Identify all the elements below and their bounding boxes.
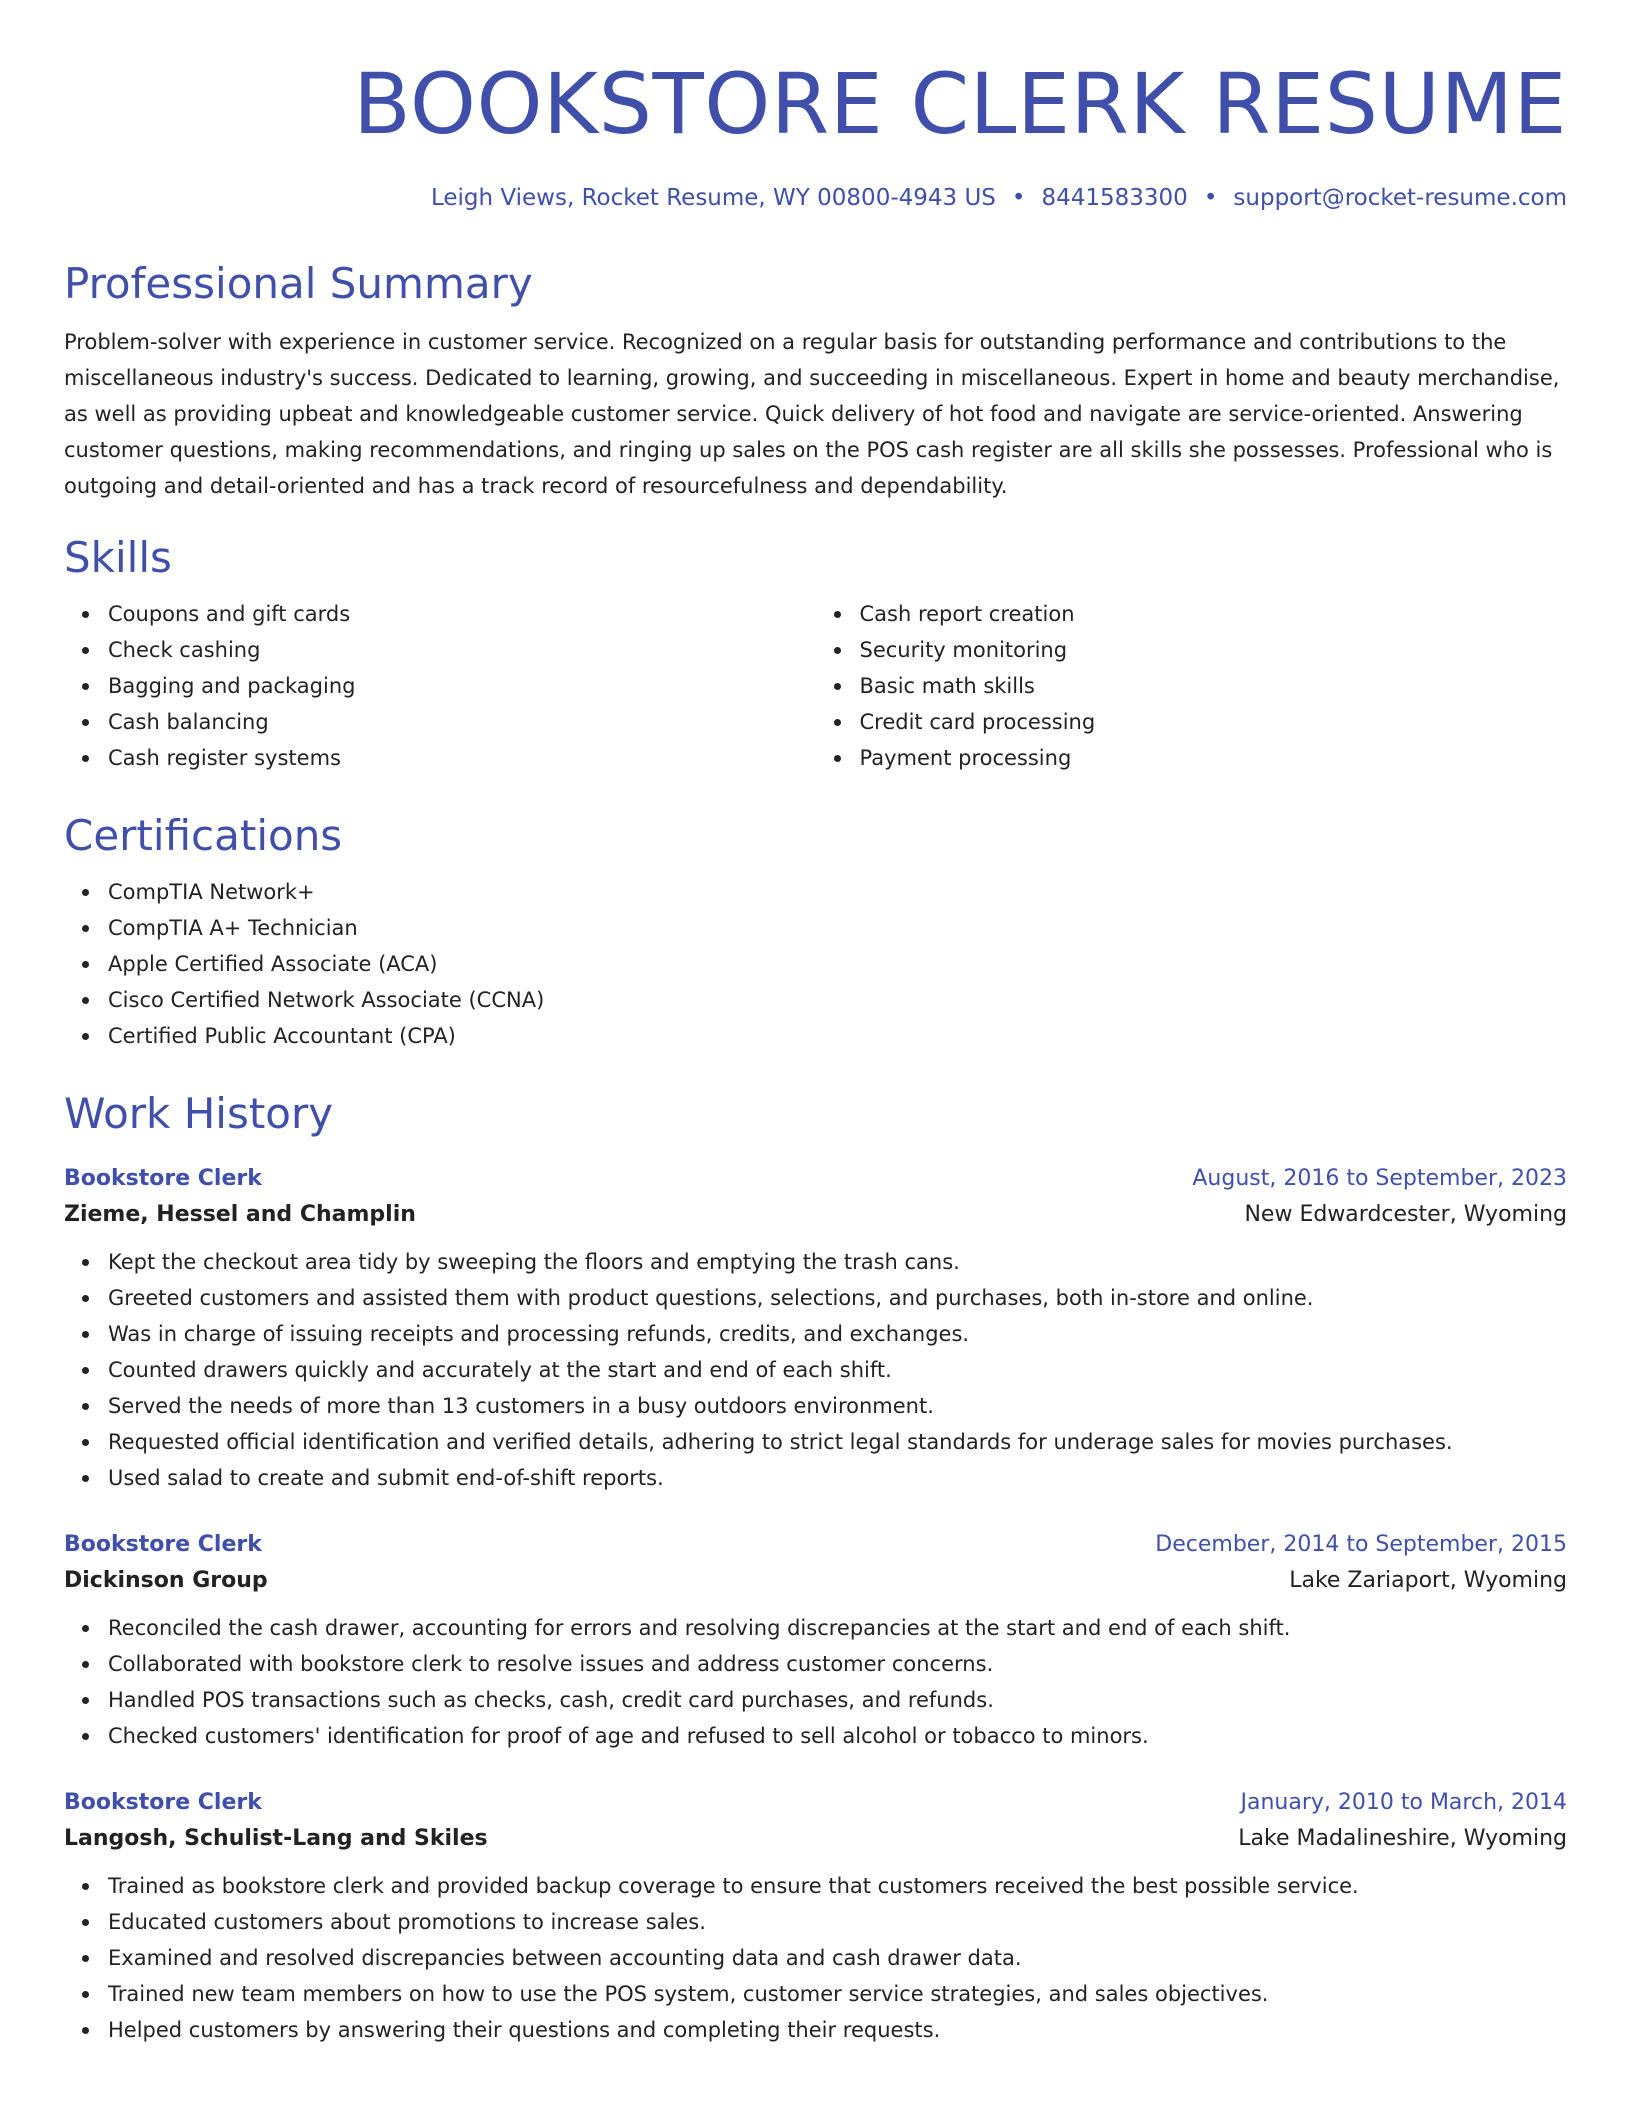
contact-separator: •: [1203, 185, 1218, 211]
skills-list-right: [816, 596, 1568, 776]
job-bullets: [64, 1868, 1567, 2048]
job-dates: January, 2010 to March, 2014: [1240, 1790, 1567, 1815]
certification-item: Apple Certified Associate (ACA): [108, 946, 1567, 982]
job-company: Zieme, Hessel and Champlin: [64, 1202, 416, 1227]
job-entry: [64, 1162, 1567, 1496]
skill-item: Credit card processing: [860, 704, 1568, 740]
skills-heading: Skills: [64, 533, 172, 582]
job-bullet: Was in charge of issuing receipts and processing refunds, credits, and exchanges.: [108, 1316, 1567, 1352]
job-bullet: Examined and resolved discrepancies between accounting data and cash drawer data.: [108, 1940, 1567, 1976]
job-header-row: [64, 1786, 1567, 1820]
certification-item: CompTIA A+ Technician: [108, 910, 1567, 946]
certification-item: CompTIA Network+: [108, 874, 1567, 910]
job-title: Bookstore Clerk: [64, 1532, 262, 1557]
skill-item: Security monitoring: [860, 632, 1568, 668]
job-location: Lake Zariaport, Wyoming: [1289, 1568, 1567, 1593]
certifications-heading: Certifications: [64, 811, 343, 860]
skills-list-left: [64, 596, 816, 776]
job-dates: December, 2014 to September, 2015: [1155, 1532, 1567, 1557]
job-header-row: [64, 1162, 1567, 1196]
contact-email[interactable]: support@rocket-resume.com: [1233, 185, 1567, 211]
job-entry: [64, 1786, 1567, 2048]
job-bullet: Greeted customers and assisted them with product questions, selections, and purchases, both in-store and online.: [108, 1280, 1567, 1316]
work-history-heading: Work History: [64, 1089, 334, 1138]
job-bullet: Trained new team members on how to use the POS system, customer service strategies, and sales objectives.: [108, 1976, 1567, 2012]
contact-address: Leigh Views, Rocket Resume, WY 00800-4943 US: [430, 185, 996, 211]
skills-columns: [64, 596, 1567, 776]
job-company-row: [64, 1562, 1567, 1600]
job-location: New Edwardcester, Wyoming: [1244, 1202, 1567, 1227]
contact-separator: •: [1011, 185, 1026, 211]
job-bullet: Checked customers' identification for proof of age and refused to sell alcohol or tobacco to minors.: [108, 1718, 1567, 1754]
job-dates: August, 2016 to September, 2023: [1192, 1166, 1567, 1191]
job-bullet: Requested official identification and verified details, adhering to strict legal standards for underage sales for movies purchases.: [108, 1424, 1567, 1460]
job-title: Bookstore Clerk: [64, 1166, 262, 1191]
job-company-row: [64, 1820, 1567, 1858]
job-bullet: Trained as bookstore clerk and provided backup coverage to ensure that customers received the best possible service.: [108, 1868, 1567, 1904]
job-bullet: Collaborated with bookstore clerk to resolve issues and address customer concerns.: [108, 1646, 1567, 1682]
job-company-row: [64, 1196, 1567, 1234]
job-bullet: Served the needs of more than 13 customers in a busy outdoors environment.: [108, 1388, 1567, 1424]
job-bullet: Kept the checkout area tidy by sweeping the floors and emptying the trash cans.: [108, 1244, 1567, 1280]
skill-item: Payment processing: [860, 740, 1568, 776]
summary-text: Problem-solver with experience in customer service. Recognized on a regular basis for outstanding performance and contributions to the miscellaneous industry's success. Dedicated to learning, growing, and succeeding in miscellaneous. Expert in home and beauty merchandise, as well as providing upbeat and knowledgeable customer service. Quick delivery of hot food and navigate are service-oriented. Answering customer questions, making recommendations, and ringing up sales on the POS cash register are all skills she possesses. Professional who is outgoing and detail-oriented and has a track record of resourcefulness and dependability.: [64, 330, 1560, 498]
skill-item: Cash balancing: [108, 704, 816, 740]
skill-item: Cash register systems: [108, 740, 816, 776]
certifications-list: [64, 874, 1567, 1054]
job-bullet: Reconciled the cash drawer, accounting for errors and resolving discrepancies at the start and end of each shift.: [108, 1610, 1567, 1646]
resume-page: [64, 0, 1567, 2048]
job-entry: [64, 1528, 1567, 1754]
job-company: Langosh, Schulist-Lang and Skiles: [64, 1826, 488, 1851]
job-header-row: [64, 1528, 1567, 1562]
contact-line: [64, 182, 1567, 214]
job-bullets: [64, 1610, 1567, 1754]
skill-item: Bagging and packaging: [108, 668, 816, 704]
certification-item: Cisco Certified Network Associate (CCNA): [108, 982, 1567, 1018]
summary-heading: Professional Summary: [64, 259, 533, 308]
certification-item: Certified Public Accountant (CPA): [108, 1018, 1567, 1054]
skill-item: Coupons and gift cards: [108, 596, 816, 632]
job-company: Dickinson Group: [64, 1568, 268, 1593]
job-bullet: Handled POS transactions such as checks, cash, credit card purchases, and refunds.: [108, 1682, 1567, 1718]
job-title: Bookstore Clerk: [64, 1790, 262, 1815]
job-bullets: [64, 1244, 1567, 1496]
job-bullet: Helped customers by answering their questions and completing their requests.: [108, 2012, 1567, 2048]
job-bullet: Used salad to create and submit end-of-shift reports.: [108, 1460, 1567, 1496]
job-location: Lake Madalineshire, Wyoming: [1238, 1826, 1567, 1851]
skill-item: Basic math skills: [860, 668, 1568, 704]
resume-title: BOOKSTORE CLERK RESUME: [353, 55, 1567, 153]
skill-item: Check cashing: [108, 632, 816, 668]
contact-phone: 8441583300: [1041, 185, 1188, 211]
skill-item: Cash report creation: [860, 596, 1568, 632]
job-bullet: Educated customers about promotions to increase sales.: [108, 1904, 1567, 1940]
job-bullet: Counted drawers quickly and accurately at the start and end of each shift.: [108, 1352, 1567, 1388]
